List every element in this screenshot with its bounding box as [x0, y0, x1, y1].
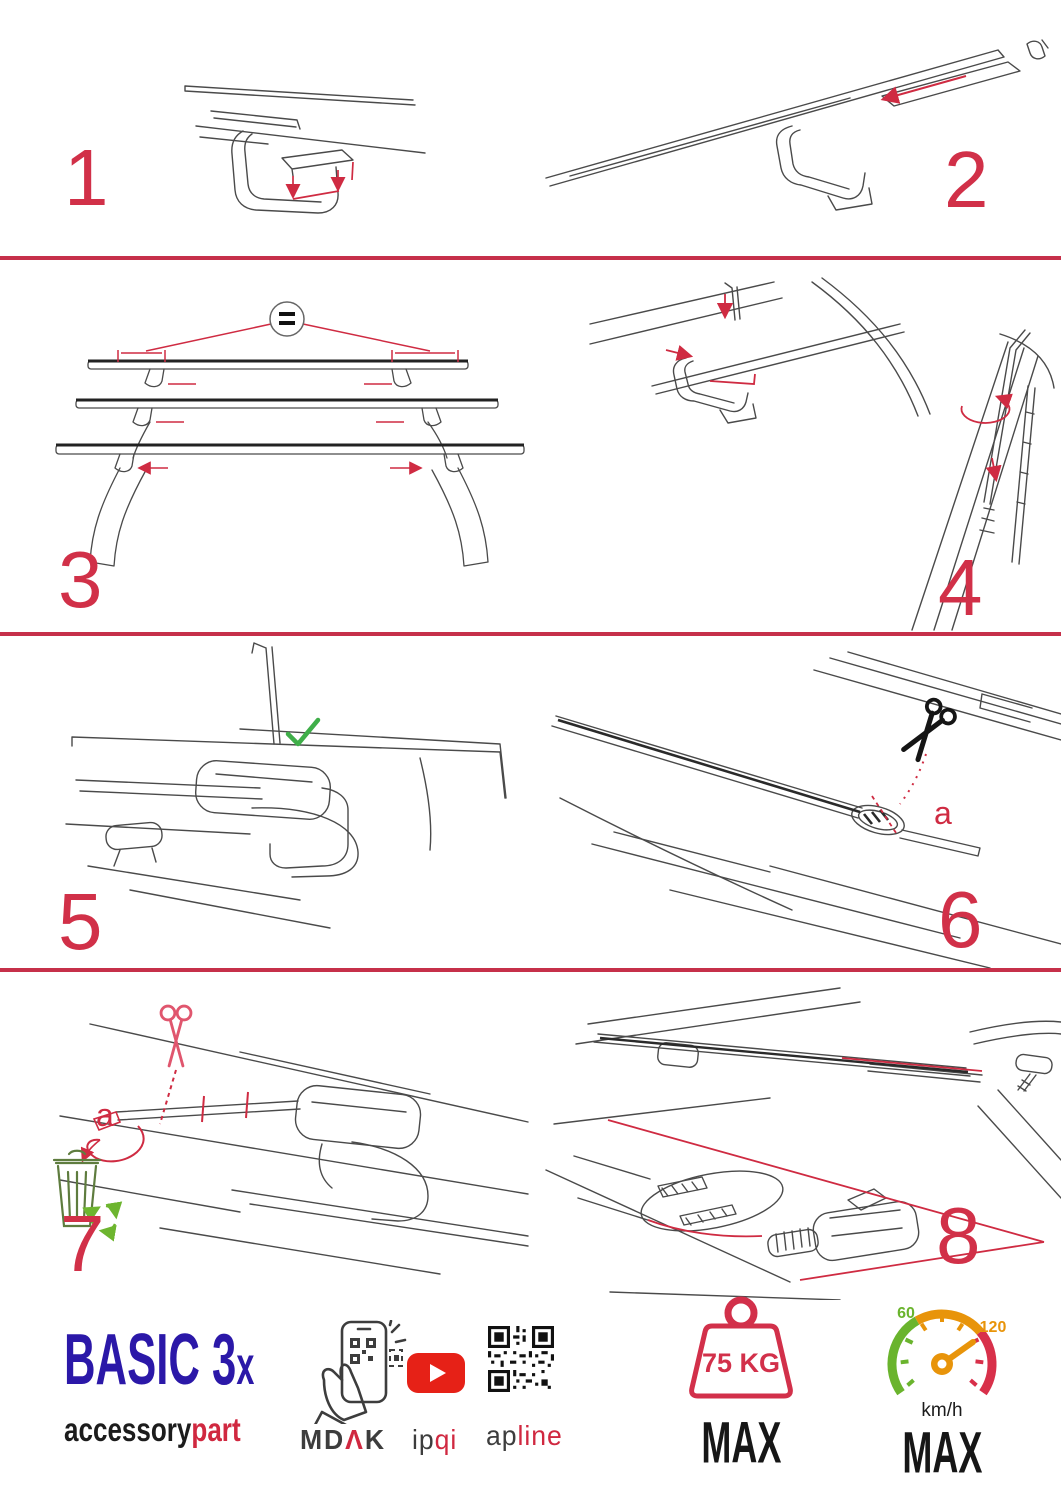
step-8-illustration — [530, 974, 1061, 1300]
step-number-6: 6 — [938, 875, 983, 964]
qr-code-icon — [488, 1326, 554, 1397]
product-qty-suffix: x — [236, 1334, 255, 1396]
tighten-arrows — [666, 294, 1009, 479]
step-number-5: 5 — [58, 877, 103, 966]
step-4-illustration — [560, 262, 1061, 632]
ipqi-part2: qi — [434, 1424, 458, 1455]
equal-icon — [270, 302, 304, 336]
step-number-7: 7 — [60, 1199, 105, 1288]
speedometer-icon — [872, 1298, 1012, 1407]
cut-label-a: a — [934, 795, 952, 831]
step-panel-4 — [560, 262, 1061, 632]
step-number-3: 3 — [58, 535, 103, 624]
apline-part2: line — [517, 1420, 563, 1451]
scissors-icon — [161, 1006, 191, 1066]
speed-tick-high: 120 — [979, 1319, 1007, 1336]
section-divider — [0, 256, 1061, 260]
step-number-4: 4 — [938, 543, 983, 632]
product-name: BASIC 3 — [64, 1317, 237, 1400]
brand-part-2: part — [191, 1410, 241, 1449]
mdak-part1: MD — [300, 1424, 346, 1455]
mdak-part2: Λ — [345, 1424, 365, 1455]
brand-wordmark — [64, 1412, 274, 1448]
apline-part1: ap — [486, 1420, 518, 1451]
cut-label-a: a — [96, 1097, 114, 1133]
speed-unit-label: km/h — [921, 1400, 963, 1421]
step-number-8: 8 — [936, 1191, 981, 1280]
product-title — [64, 1317, 308, 1402]
speed-tick-low: 60 — [897, 1305, 915, 1322]
youtube-icon — [406, 1352, 466, 1399]
cut-line — [872, 754, 926, 836]
logo-apline — [486, 1420, 576, 1452]
ipqi-part1: ip — [412, 1424, 435, 1455]
brand-part-1: accessory — [64, 1410, 192, 1449]
weight-limit-label: 75 KG — [701, 1348, 781, 1378]
step-number-1: 1 — [64, 133, 109, 222]
weight-icon — [676, 1296, 806, 1417]
logo-ipqi — [408, 1424, 464, 1456]
step-panel-8 — [530, 974, 1061, 1300]
logo-mdak — [300, 1424, 420, 1456]
speed-max-label: MAX — [901, 1421, 982, 1486]
phone-scan-icon — [312, 1320, 408, 1429]
step-number-2: 2 — [944, 135, 989, 224]
section-divider — [0, 968, 1061, 972]
mdak-part3: K — [364, 1424, 386, 1455]
scissors-icon — [898, 697, 958, 764]
section-divider — [0, 632, 1061, 636]
weight-max-label: MAX — [700, 1411, 781, 1476]
